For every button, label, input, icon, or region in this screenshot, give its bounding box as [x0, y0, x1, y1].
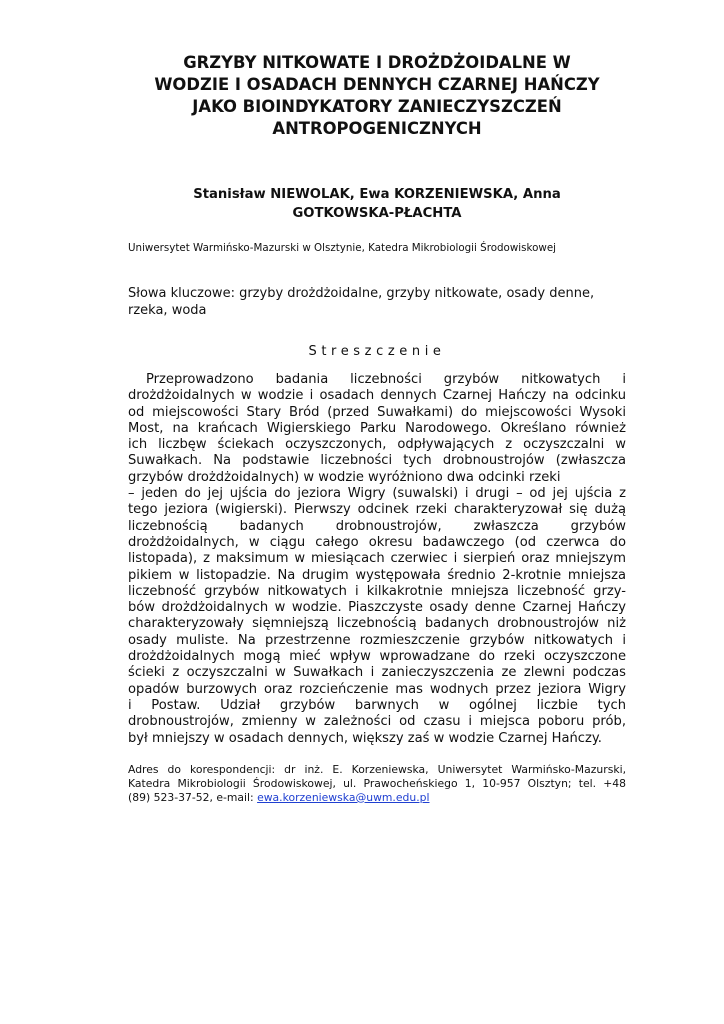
- correspondence-note: [128, 763, 626, 805]
- author-list: [128, 185, 626, 223]
- abstract-line: drobnoustrojów, zmienny w zależności od czasu i miejsca poboru prób,: [128, 714, 626, 730]
- abstract-line: Most, na krańcach Wigierskiego Parku Narodowego. Określano również: [128, 420, 626, 436]
- keywords: [128, 285, 626, 319]
- abstract-line: bów drożdżoidalnych w wodzie. Piaszczyste osady denne Czarnej Hańczy: [128, 600, 626, 616]
- abstract-line: ścieki z oczyszczalni w Suwałkach i zanieczyszczenia ze zlewni podczas: [128, 665, 626, 681]
- paper-title: [128, 52, 626, 140]
- title-line: ANTROPOGENICZNYCH: [272, 119, 482, 138]
- author-line: Stanisław NIEWOLAK, Ewa KORZENIEWSKA, Anna: [193, 187, 561, 202]
- correspondence-line: Katedra Mikrobiologii Środowiskowej, ul. Prawocheńskiego 1, 10-957 Olsztyn; tel. +48: [128, 776, 626, 790]
- title-line: WODZIE I OSADACH DENNYCH CZARNEJ HAŃCZY: [154, 75, 600, 94]
- abstract-line: liczebnością badanych drobnoustrojów, zwłaszcza grzybów: [128, 518, 626, 534]
- correspondence-line: Adres do korespondencji: dr inż. E. Korzeniewska, Uniwersytet Warmińsko-Mazurski,: [128, 762, 626, 776]
- affiliation: Uniwersytet Warmińsko-Mazurski w Olsztynie, Katedra Mikrobiologii Środowiskowej: [128, 242, 557, 254]
- abstract-line: grzybów drożdżoidalnych) w wodzie wyróżniono dwa odcinki rzeki: [128, 469, 561, 485]
- abstract-line: liczebność grzybów nitkowatych i kilkakrotnie mniejsza liczebność grzy-: [128, 583, 626, 599]
- abstract-line: drożdżoidalnych, w ciągu całego okresu badawczego (od czerwca do: [128, 534, 626, 550]
- abstract-line: pikiem w listopadzie. Na drugim występowała średnio 2-krotnie mniejsza: [128, 567, 626, 583]
- keywords-line: rzeka, woda: [128, 303, 207, 318]
- email-link[interactable]: ewa.korzeniewska@uwm.edu.pl: [257, 790, 430, 804]
- abstract-line: od miejscowości Stary Bród (przed Suwałkami) do miejscowości Wysoki: [128, 404, 626, 420]
- abstract-line: osady muliste. Na przestrzenne rozmieszczenie grzybów nitkowatych i: [128, 632, 626, 648]
- abstract-heading: Streszczenie: [308, 344, 446, 359]
- abstract-line: – jeden do jej ujścia do jeziora Wigry (suwalski) i drugi – od jej ujścia z: [128, 486, 626, 502]
- correspondence-line: [128, 791, 626, 805]
- abstract-line: charakteryzowały sięmniejszą liczebnością badanych drobnoustrojów niż: [128, 616, 626, 632]
- title-line: GRZYBY NITKOWATE I DROŻDŻOIDALNE W: [183, 53, 571, 72]
- abstract-line: tego jeziora (wigierski). Pierwszy odcinek rzeki charakteryzował się dużą: [128, 502, 626, 518]
- abstract-line: Przeprowadzono badania liczebności grzybów nitkowatych i: [146, 372, 626, 387]
- abstract-line: drożdżoidalnych w wodzie i osadach dennych Czarnej Hańczy na odcinku: [128, 388, 626, 404]
- keywords-line: Słowa kluczowe: grzyby drożdżoidalne, grzyby nitkowate, osady denne,: [128, 286, 595, 301]
- abstract-line: opadów burzowych oraz rozcieńczenie mas wodnych przez jeziora Wigry: [128, 681, 626, 697]
- abstract-line: ich liczbęw ściekach oczyszczonych, odpływających z oczyszczalni w: [128, 437, 626, 453]
- correspondence-contact: (89) 523-37-52, e-mail:: [128, 790, 258, 804]
- abstract-line: drożdżoidalnych mogą mieć wpływ wprowadzane do rzeki oczyszczone: [128, 649, 626, 665]
- paper-page: [128, 52, 626, 805]
- abstract-line: Suwałkach. Na podstawie liczebności tych drobnoustrojów (zwłaszcza: [128, 453, 626, 469]
- abstract-line: i Postaw. Udział grzybów barwnych w ogólnej liczbie tych: [128, 697, 626, 713]
- author-line: GOTKOWSKA-PŁACHTA: [292, 206, 462, 221]
- abstract-body: [128, 372, 626, 747]
- title-line: JAKO BIOINDYKATORY ZANIECZYSZCZEŃ: [192, 97, 562, 116]
- abstract-line: listopada), z maksimum w miesiącach czerwiec i sierpień oraz mniejszym: [128, 551, 626, 567]
- abstract-line: był mniejszy w osadach dennych, większy zaś w wodzie Czarnej Hańczy.: [128, 730, 602, 746]
